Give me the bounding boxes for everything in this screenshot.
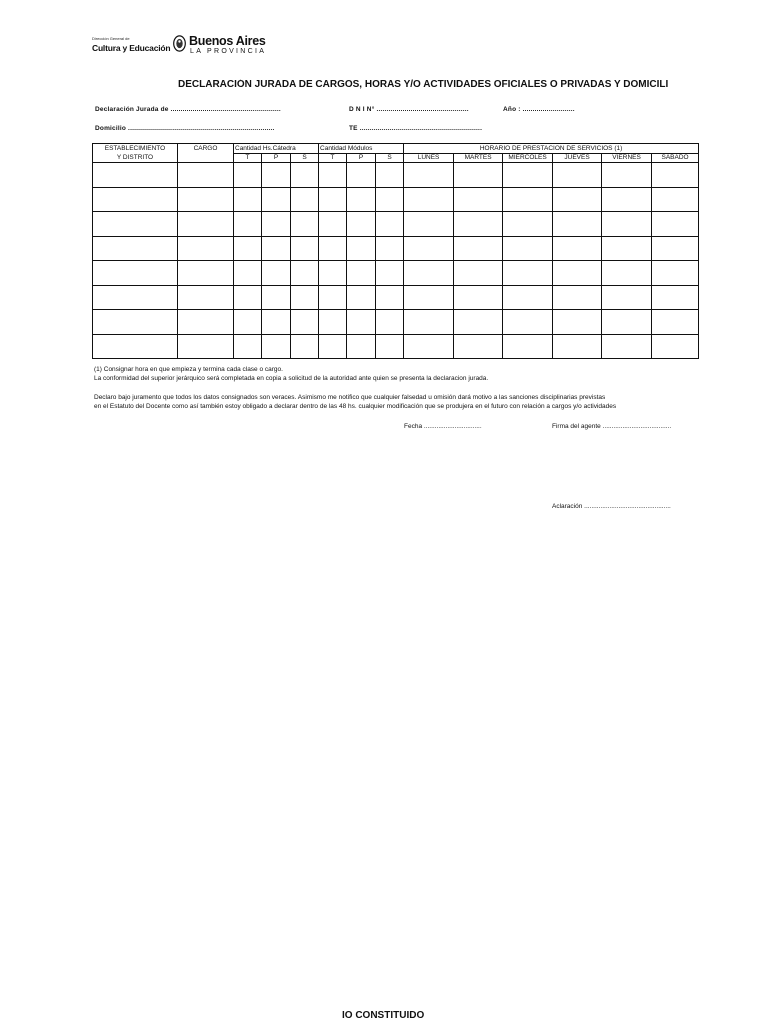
table-cell[interactable] bbox=[178, 187, 234, 212]
firma-field[interactable]: Firma del agente ...................................... bbox=[552, 423, 672, 430]
table-cell[interactable] bbox=[262, 310, 291, 335]
col-establecimiento-line1: ESTABLECIMIENTO bbox=[104, 145, 166, 152]
table-cell[interactable] bbox=[503, 310, 553, 335]
table-cell[interactable] bbox=[376, 285, 404, 310]
table-cell[interactable] bbox=[404, 212, 454, 237]
table-cell[interactable] bbox=[503, 334, 553, 359]
fecha-field[interactable]: Fecha ................................ bbox=[404, 423, 482, 430]
table-cell[interactable] bbox=[347, 310, 376, 335]
table-cell[interactable] bbox=[376, 187, 404, 212]
table-cell[interactable] bbox=[291, 212, 319, 237]
table-cell[interactable] bbox=[602, 187, 652, 212]
table-cell[interactable] bbox=[178, 236, 234, 261]
table-cell[interactable] bbox=[553, 187, 602, 212]
table-cell[interactable] bbox=[454, 310, 503, 335]
table-cell[interactable] bbox=[454, 187, 503, 212]
sub-p-modulos: P bbox=[347, 154, 376, 163]
table-cell[interactable] bbox=[376, 334, 404, 359]
col-establecimiento-line2: Y DISTRITO bbox=[116, 154, 154, 161]
table-cell[interactable] bbox=[454, 285, 503, 310]
table-cell[interactable] bbox=[234, 261, 262, 286]
dg-label-main: Cultura y Educación bbox=[92, 43, 171, 53]
table-cell[interactable] bbox=[503, 212, 553, 237]
table-cell[interactable] bbox=[404, 236, 454, 261]
table-cell[interactable] bbox=[93, 285, 178, 310]
table-cell[interactable] bbox=[347, 236, 376, 261]
table-cell[interactable] bbox=[234, 163, 262, 188]
table-cell[interactable] bbox=[553, 163, 602, 188]
table-cell[interactable] bbox=[376, 236, 404, 261]
table-cell[interactable] bbox=[652, 334, 699, 359]
table-cell[interactable] bbox=[234, 334, 262, 359]
table-cell[interactable] bbox=[503, 285, 553, 310]
table-cell[interactable] bbox=[376, 310, 404, 335]
table-cell[interactable] bbox=[234, 285, 262, 310]
table-cell[interactable] bbox=[454, 236, 503, 261]
table-cell[interactable] bbox=[347, 187, 376, 212]
table-cell[interactable] bbox=[319, 261, 347, 286]
table-cell[interactable] bbox=[93, 334, 178, 359]
table-row bbox=[93, 187, 699, 212]
table-cell[interactable] bbox=[503, 236, 553, 261]
table-cell[interactable] bbox=[454, 261, 503, 286]
table-row bbox=[93, 236, 699, 261]
table-cell[interactable] bbox=[178, 261, 234, 286]
table-cell[interactable] bbox=[376, 261, 404, 286]
table-cell[interactable] bbox=[234, 236, 262, 261]
table-row bbox=[93, 261, 699, 286]
table-cell[interactable] bbox=[93, 236, 178, 261]
table-cell[interactable] bbox=[93, 261, 178, 286]
table-cell[interactable] bbox=[291, 285, 319, 310]
day-jueves: JUEVES bbox=[553, 154, 602, 163]
note-4: en el Estatuto del Docente como así también estoy obligado a declarar dentro de las 48 hs. cualquier modificación que se produjera en el futuro con relación a cargos y/o actividades bbox=[94, 403, 617, 410]
table-cell[interactable] bbox=[234, 310, 262, 335]
note-1: (1) Consignar hora en que empieza y termina cada clase o cargo. bbox=[94, 366, 283, 373]
table-cell[interactable] bbox=[602, 261, 652, 286]
col-horario-header: HORARIO DE PRESTACION DE SERVICIOS (1) bbox=[404, 144, 699, 154]
table-cell[interactable] bbox=[319, 310, 347, 335]
table-cell[interactable] bbox=[93, 187, 178, 212]
table-cell[interactable] bbox=[553, 236, 602, 261]
table-cell[interactable] bbox=[553, 334, 602, 359]
note-3: Declaro bajo juramento que todos los datos consignados son veraces. Asimismo me notifico que cualquier falsedad u omisión dará motivo a las sanciones disciplinarias previstas bbox=[94, 394, 606, 401]
table-row bbox=[93, 285, 699, 310]
col-hs-catedra-header: Cantidad Hs.Cátedra bbox=[234, 144, 319, 154]
aclaracion-field[interactable]: Aclaración ................................................ bbox=[552, 503, 671, 510]
table-cell[interactable] bbox=[319, 163, 347, 188]
table-cell[interactable] bbox=[291, 334, 319, 359]
table-cell[interactable] bbox=[652, 236, 699, 261]
table-cell[interactable] bbox=[291, 261, 319, 286]
day-sabado: SABADO bbox=[652, 154, 699, 163]
col-establecimiento-header bbox=[93, 144, 178, 163]
table-cell[interactable] bbox=[319, 285, 347, 310]
day-martes: MARTES bbox=[454, 154, 503, 163]
table-cell[interactable] bbox=[553, 285, 602, 310]
table-cell[interactable] bbox=[234, 187, 262, 212]
table-cell[interactable] bbox=[291, 310, 319, 335]
table-cell[interactable] bbox=[178, 285, 234, 310]
domicilio-field[interactable]: Domicilio ......................................................................... bbox=[95, 125, 275, 132]
sub-p-catedra: P bbox=[262, 154, 291, 163]
table-cell[interactable] bbox=[454, 334, 503, 359]
table-cell[interactable] bbox=[319, 187, 347, 212]
table-cell[interactable] bbox=[404, 285, 454, 310]
ba-title: Buenos Aires bbox=[189, 34, 266, 48]
ba-subtitle: LA PROVINCIA bbox=[190, 48, 267, 55]
table-cell[interactable] bbox=[602, 236, 652, 261]
table-cell[interactable] bbox=[319, 334, 347, 359]
note-2: La conformidad del superior jerárquico será completada en copia a solicitud de la autoridad ante quien se presenta la declaracion jurada. bbox=[94, 375, 489, 382]
table-cell[interactable] bbox=[553, 261, 602, 286]
te-field[interactable]: TE ............................................................. bbox=[349, 125, 483, 132]
page-title: DECLARACIÓN JURADA DE CARGOS, HORAS Y/O ACTIVIDADES OFICIALES O PRIVADAS Y DOMICILI bbox=[178, 79, 669, 90]
table-cell[interactable] bbox=[93, 212, 178, 237]
day-lunes: LUNES bbox=[404, 154, 454, 163]
table-cell[interactable] bbox=[602, 310, 652, 335]
table-cell[interactable] bbox=[347, 261, 376, 286]
table-cell[interactable] bbox=[652, 310, 699, 335]
col-modulos-header: Cantidad Módulos bbox=[319, 144, 404, 154]
table-cell[interactable] bbox=[178, 212, 234, 237]
table-cell[interactable] bbox=[404, 187, 454, 212]
province-seal-icon bbox=[173, 35, 186, 52]
table-cell[interactable] bbox=[404, 310, 454, 335]
table-cell[interactable] bbox=[602, 163, 652, 188]
table-cell[interactable] bbox=[319, 212, 347, 237]
sub-t-catedra: T bbox=[234, 154, 262, 163]
table-cell[interactable] bbox=[602, 334, 652, 359]
table-cell[interactable] bbox=[262, 212, 291, 237]
table-cell[interactable] bbox=[262, 334, 291, 359]
table-cell[interactable] bbox=[291, 187, 319, 212]
table-row bbox=[93, 310, 699, 335]
table-cell[interactable] bbox=[652, 212, 699, 237]
table-cell[interactable] bbox=[291, 163, 319, 188]
table-cell[interactable] bbox=[347, 334, 376, 359]
table-cell[interactable] bbox=[503, 261, 553, 286]
declaracion-field[interactable]: Declaración Jurada de ....................................................... bbox=[95, 106, 281, 113]
table-cell[interactable] bbox=[553, 212, 602, 237]
day-miercoles: MIERCOLES bbox=[503, 154, 553, 163]
table-row bbox=[93, 163, 699, 188]
sub-s-catedra: S bbox=[291, 154, 319, 163]
table-cell[interactable] bbox=[602, 285, 652, 310]
table-cell[interactable] bbox=[262, 163, 291, 188]
table-cell[interactable] bbox=[404, 334, 454, 359]
day-viernes: VIERNES bbox=[602, 154, 652, 163]
footer-text: IO CONSTITUIDO bbox=[342, 1010, 425, 1021]
table-cell[interactable] bbox=[262, 236, 291, 261]
table-cell[interactable] bbox=[262, 285, 291, 310]
table-cell[interactable] bbox=[178, 310, 234, 335]
table-cell[interactable] bbox=[93, 310, 178, 335]
table-cell[interactable] bbox=[93, 163, 178, 188]
table-cell[interactable] bbox=[454, 212, 503, 237]
table-cell[interactable] bbox=[262, 261, 291, 286]
table-cell[interactable] bbox=[262, 187, 291, 212]
table-cell[interactable] bbox=[503, 187, 553, 212]
table-cell[interactable] bbox=[376, 212, 404, 237]
table-cell[interactable] bbox=[347, 285, 376, 310]
table-cell[interactable] bbox=[652, 261, 699, 286]
table-cell[interactable] bbox=[652, 187, 699, 212]
sub-s-modulos: S bbox=[376, 154, 404, 163]
table-cell[interactable] bbox=[319, 236, 347, 261]
table-cell[interactable] bbox=[234, 212, 262, 237]
table-cell[interactable] bbox=[652, 285, 699, 310]
table-row bbox=[93, 212, 699, 237]
table-cell[interactable] bbox=[602, 212, 652, 237]
table-row bbox=[93, 334, 699, 359]
cargos-table bbox=[92, 143, 699, 359]
table-cell[interactable] bbox=[347, 212, 376, 237]
table-cell[interactable] bbox=[347, 163, 376, 188]
dg-label-small: Dirección General de bbox=[92, 36, 130, 41]
table-cell[interactable] bbox=[291, 236, 319, 261]
col-cargo-header: CARGO bbox=[178, 144, 234, 163]
sub-t-modulos: T bbox=[319, 154, 347, 163]
table-cell[interactable] bbox=[553, 310, 602, 335]
table-cell[interactable] bbox=[404, 261, 454, 286]
anio-field[interactable]: Año : .......................... bbox=[503, 106, 575, 113]
table-cell[interactable] bbox=[376, 163, 404, 188]
table-cell[interactable] bbox=[454, 163, 503, 188]
dni-field[interactable]: D N I N° .............................................. bbox=[349, 106, 469, 113]
table-cell[interactable] bbox=[178, 163, 234, 188]
table-cell[interactable] bbox=[652, 163, 699, 188]
table-cell[interactable] bbox=[404, 163, 454, 188]
table-cell[interactable] bbox=[503, 163, 553, 188]
table-cell[interactable] bbox=[178, 334, 234, 359]
